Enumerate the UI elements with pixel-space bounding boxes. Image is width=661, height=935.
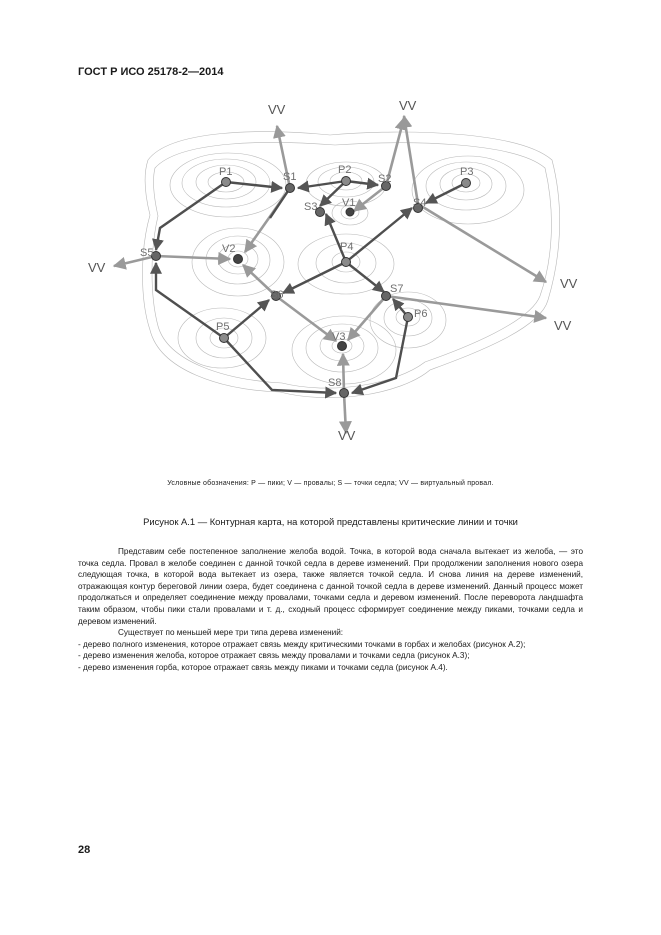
body-text: [78, 546, 583, 674]
label-p4: P4: [340, 241, 354, 253]
peak-p5: [220, 334, 229, 343]
label-s4: S4: [413, 197, 427, 209]
label-s1: S1: [283, 171, 297, 183]
label-v3: V3: [332, 331, 346, 343]
valley-v2: [234, 255, 243, 264]
point-labels: [88, 98, 578, 443]
saddle-s8: [340, 389, 349, 398]
label-vv-top-right: VV: [399, 98, 417, 113]
paragraph: Представим себе постепенное заполнение желоба водой. Точка, в которой вода сначала вытекает из желоба, — это точка седла. Провал в желобе соединен с данной точкой седла в дереве изменений. При продолжении заполнения нового озера следующая точка, в которой вода вытекает из озера, также является точкой седла. И снова линия на дереве изменений, отражающая контур береговой линии озера, будет соединена с данной точкой седла в дереве изменений. Данный процесс может продолжаться и определяет соединение между провалами, точками седла и деревом изменений. После переворота ландшафта таким образом, чтобы пики стали провалами и т. д., сходный процесс сформирует соединение между пиками, точками седла и деревом изменений.: [78, 547, 583, 626]
label-s7: S7: [390, 283, 404, 295]
label-v1: V1: [342, 197, 356, 209]
figure-legend: Условные обозначения: Р — пики; V — провалы; S — точки седла; VV — виртуальный провал.: [167, 480, 494, 487]
label-p3: P3: [460, 166, 474, 178]
list-item: - дерево полного изменения, которое отражает связь между критическими точками в горбах и желобах (рисунок А.2);: [78, 639, 526, 649]
label-p1: P1: [219, 166, 233, 178]
label-vv-top-left: VV: [268, 102, 286, 117]
label-p6: P6: [414, 308, 428, 320]
peak-p2: [342, 177, 351, 186]
label-p5: P5: [216, 321, 230, 333]
label-vv-right-lower: VV: [554, 318, 572, 333]
standard-header: ГОСТ Р ИСО 25178-2—2014: [78, 66, 224, 78]
list-item: - дерево изменения желоба, которое отражает связь между провалами и точками седла (рисунок А.3);: [78, 651, 470, 661]
label-s2: S2: [378, 173, 392, 185]
label-vv-bottom: VV: [338, 428, 356, 443]
label-p2: P2: [338, 164, 352, 176]
peak-p3: [462, 179, 471, 188]
label-vv-right-upper: VV: [560, 276, 578, 291]
label-s8: S8: [328, 377, 342, 389]
label-vv-left: VV: [88, 260, 106, 275]
page-number: 28: [78, 844, 91, 856]
peak-p4: [342, 258, 351, 267]
list-item: - дерево изменения горба, которое отражает связь между пиками и точками седла (рисунок А.4).: [78, 662, 448, 672]
valley-v1: [346, 208, 354, 216]
label-v2: V2: [222, 243, 236, 255]
peak-p6: [404, 313, 413, 322]
label-s3: S3: [304, 201, 318, 213]
peak-p1: [222, 178, 231, 187]
label-s5: S5: [140, 247, 154, 259]
label-s6: S6: [270, 289, 284, 301]
saddle-s1: [286, 184, 295, 193]
figure-caption: Рисунок А.1 — Контурная карта, на которой представлены критические линии и точки: [143, 516, 518, 527]
paragraph: Существует по меньшей мере три типа дерева изменений:: [118, 628, 344, 638]
